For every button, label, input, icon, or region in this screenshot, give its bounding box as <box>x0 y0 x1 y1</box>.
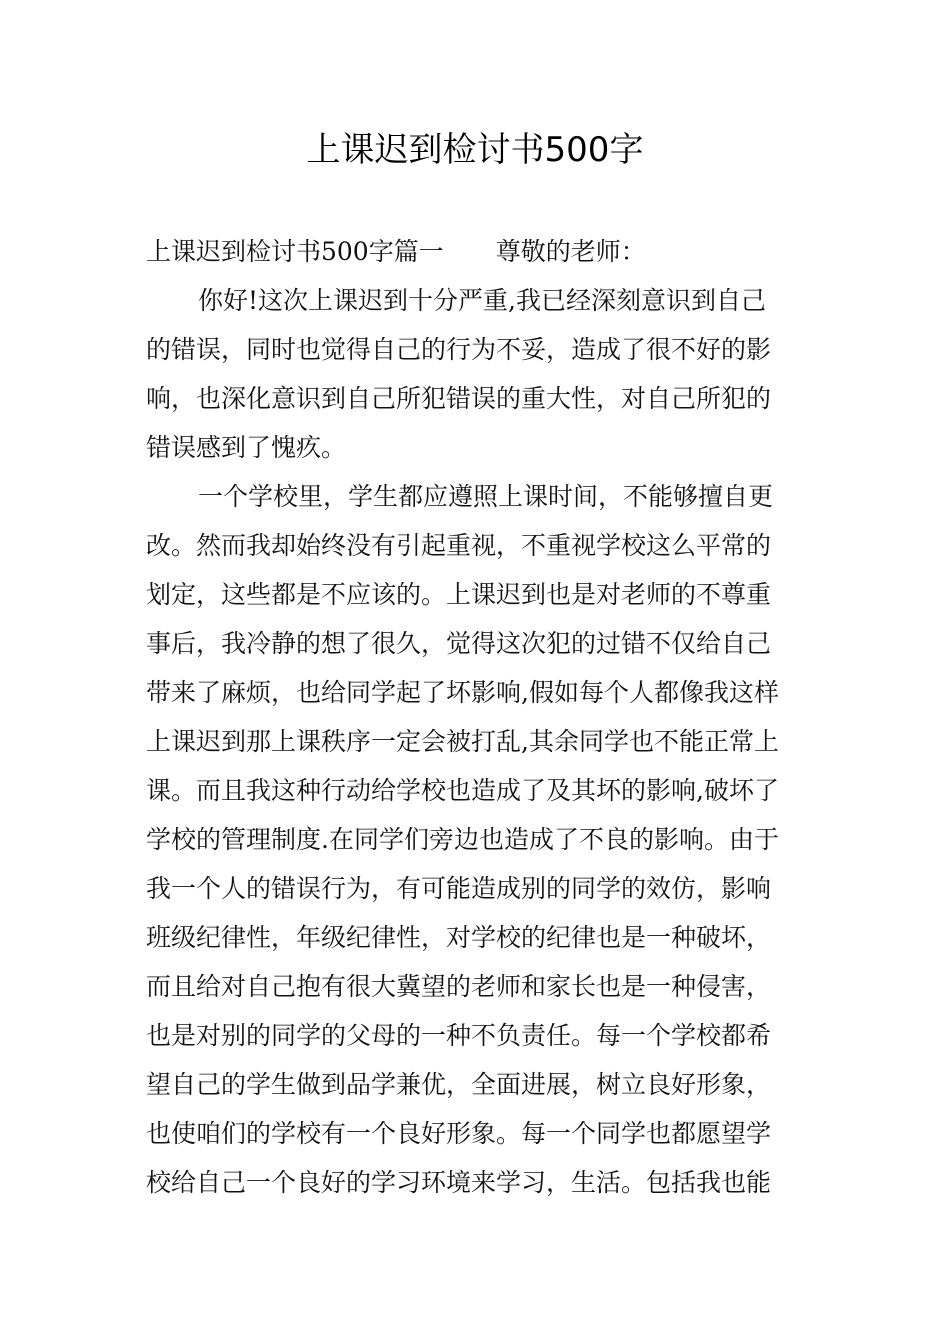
paragraph-line: 望自己的学生做到品学兼优，全面进展，树立良好形象， <box>146 1070 772 1099</box>
document-title: 上课迟到检讨书500字 <box>306 130 644 170</box>
paragraph-line: 带来了麻烦，也给同学起了坏影响,假如每个人都像我这样 <box>146 678 779 707</box>
paragraph-line: 改。然而我却始终没有引起重视，不重视学校这么平常的 <box>146 531 772 560</box>
salutation: 尊敬的老师： <box>495 237 646 266</box>
paragraph-line: 也使咱们的学校有一个良好形象。每一个同学也都愿望学 <box>146 1119 772 1148</box>
paragraph-2 <box>146 472 807 1207</box>
section-heading: 上课迟到检讨书500字篇一 <box>146 237 444 266</box>
paragraph-line: 校给自己一个良好的学习环境来学习，生活。包括我也能 <box>146 1168 772 1197</box>
paragraph-line: 班级纪律性，年级纪律性，对学校的纪律也是一种破坏， <box>146 923 772 952</box>
paragraph-line: 划定，这些都是不应该的。上课迟到也是对老师的不尊重 <box>146 580 772 609</box>
paragraph-line: 课。而且我这种行动给学校也造成了及其坏的影响,破坏了 <box>146 776 779 805</box>
paragraph-line: 我一个人的错误行为，有可能造成别的同学的效仿，影响 <box>146 874 772 903</box>
paragraph-line: 而且给对自己抱有很大冀望的老师和家长也是一种侵害， <box>146 972 772 1001</box>
paragraph-line: 响，也深化意识到自己所犯错误的重大性，对自己所犯的 <box>146 384 772 413</box>
paragraph-line: 上课迟到那上课秩序一定会被打乱,其余同学也不能正常上 <box>146 727 779 756</box>
paragraph-1 <box>146 276 807 472</box>
paragraph-line: 你好!这次上课迟到十分严重,我已经深刻意识到自己 <box>198 286 766 315</box>
section-heading-line <box>146 227 807 276</box>
paragraph-line: 事后，我冷静的想了很久，觉得这次犯的过错不仅给自己 <box>146 629 772 658</box>
paragraph-line: 也是对别的同学的父母的一种不负责任。每一个学校都希 <box>146 1021 772 1050</box>
document-body <box>146 227 807 1207</box>
paragraph-line: 错误感到了愧疚。 <box>146 433 347 462</box>
paragraph-line: 一个学校里，学生都应遵照上课时间，不能够擅自更 <box>198 482 774 511</box>
paragraph-line: 学校的管理制度.在同学们旁边也造成了不良的影响。由于 <box>146 825 779 854</box>
paragraph-line: 的错误，同时也觉得自己的行为不妥，造成了很不好的影 <box>146 335 772 364</box>
